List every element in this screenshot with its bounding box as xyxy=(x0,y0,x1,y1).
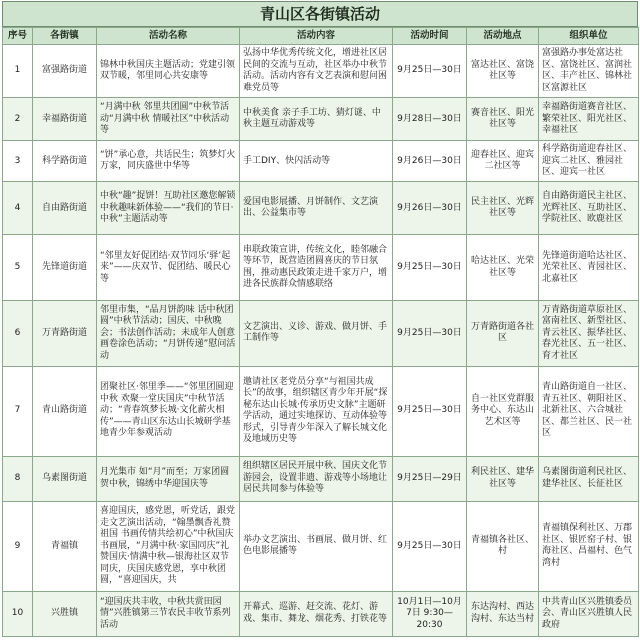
cell-content: 弘扬中华优秀传统文化，增进社区居民间的交流与互动，社区举办中秋节活动。活动内容有文艺表演和慰问困难党员等 xyxy=(240,45,393,98)
cell-time: 10月1日—10月7日 9:30—20:30 xyxy=(393,591,467,636)
cell-place: 万青路街道各社区 xyxy=(467,301,539,367)
header-town: 各街镇 xyxy=(33,28,97,45)
cell-org: 中共青山区兴胜镇委员会、青山区兴胜镇人民政府 xyxy=(539,591,639,636)
cell-place: 青福镇各社区、村 xyxy=(467,501,539,591)
cell-town: 自由路街道 xyxy=(33,182,97,235)
cell-content: 中秋美食 亲子手工坊、猜灯谜、中秋主题互动游戏等 xyxy=(240,98,393,141)
cell-serial: 1 xyxy=(3,45,33,98)
cell-name: 喜迎国庆，感党恩，听党话，跟党走文艺演出活动，“翰墨飘香礼赞祖国 书画传情共绘初心”中秋国庆书画展，“月满中秋·家国同庆”礼赞国庆·情满中秋—银海社区双节同庆，庆国庆感党恩，享中秋团圆，“喜迎国庆，共 xyxy=(97,501,240,591)
header-name: 活动名称 xyxy=(97,28,240,45)
cell-town: 幸福路街道 xyxy=(33,98,97,141)
table-row xyxy=(3,141,639,182)
cell-content: 组织辖区居民开展中秋、国庆文化节游园会，设置非遗、游戏等小场地让居民共同参与体验等 xyxy=(240,456,393,501)
cell-name: “月满中秋 邻里共团圆”中秋节活动“月满中秋 情暖社区”中秋活动等 xyxy=(97,98,240,141)
cell-time: 9月25日—30日 xyxy=(393,366,467,456)
cell-org: 富强路办事处富达社区、富饶社区、富润社区、丰产社区、锦林社区富源社区 xyxy=(539,45,639,98)
cell-content: 邀请社区老党员分享“与祖国共成长”的故事，组织辖区青少年开展“探秘东达山长城·传承历史文脉”主题研学活动，通过实地探访、互动体验等形式，引导青少年深入了解长城文化及地域历史等 xyxy=(240,366,393,456)
table-row xyxy=(3,45,639,98)
table-row xyxy=(3,591,639,636)
cell-serial: 8 xyxy=(3,456,33,501)
table-row xyxy=(3,456,639,501)
cell-serial: 3 xyxy=(3,141,33,182)
table-row xyxy=(3,366,639,456)
cell-town: 乌素图街道 xyxy=(33,456,97,501)
cell-content: 串联政策宣讲，传统文化，睦邻融合等环节，既营造团圆喜庆的节日氛围，推动惠民政策走进千家万户，增进各民族群众情感联络 xyxy=(240,235,393,301)
cell-place: 自一社区党群服务中心、东达山艺术区等 xyxy=(467,366,539,456)
cell-time: 9月26日—30日 xyxy=(393,182,467,235)
document-title: 青山区各街镇活动 xyxy=(2,1,638,27)
table-row xyxy=(3,182,639,235)
cell-content: 开幕式、巡游、赶交流、花灯、游戏、集市、舞龙、烟花秀、打铁花等 xyxy=(240,591,393,636)
cell-place: 利民社区、建华社区等 xyxy=(467,456,539,501)
cell-serial: 9 xyxy=(3,501,33,591)
cell-serial: 4 xyxy=(3,182,33,235)
cell-town: 青福镇 xyxy=(33,501,97,591)
cell-name: “邻里友好促团结·双节同乐‘驿’起来”——庆双节、促团结、暖民心等 xyxy=(97,235,240,301)
cell-name: 团聚社区·邻里季——“邻里团圆迎中秋 欢聚一堂庆国庆”中秋节活动；“青春筑梦长城·文化薪火相传”——青山区东达山长城研学基地青少年参观活动 xyxy=(97,366,240,456)
cell-org: 青福镇保利社区、万郡社区、银匠窑子村、银海社区、昌福村、色气湾村 xyxy=(539,501,639,591)
cell-time: 9月25日—30日 xyxy=(393,235,467,301)
cell-content: 爱国电影展播、月饼制作、文艺演出、公益集市等 xyxy=(240,182,393,235)
cell-town: 万青路街道 xyxy=(33,301,97,367)
table-row xyxy=(3,301,639,367)
cell-content: 文艺演出、义诊、游戏、做月饼、手工制作等 xyxy=(240,301,393,367)
cell-serial: 6 xyxy=(3,301,33,367)
cell-content: 手工DIY、快闪活动等 xyxy=(240,141,393,182)
cell-place: 民主社区、光辉社区等 xyxy=(467,182,539,235)
cell-name: “饼”承心意，共话民生；筑梦灯火万家，同庆盛世中华等 xyxy=(97,141,240,182)
cell-town: 青山路街道 xyxy=(33,366,97,456)
cell-org: 自由路街道民主社区、光辉社区、互助社区、学院社区、欧鹿社区 xyxy=(539,182,639,235)
cell-town: 富强路街道 xyxy=(33,45,97,98)
cell-town: 先锋道街道 xyxy=(33,235,97,301)
header-content: 活动内容 xyxy=(240,28,393,45)
cell-name: 月光集市 如“月”而至；万家团圆贺中秋，锦绣中华迎国庆等 xyxy=(97,456,240,501)
cell-name: 邻里市集，“品月饼韵味 话中秋团圆”中秋节活动；国庆、中秋晚会；书法创作活动；未成年人创意画卷涂色活动；“月饼传递”慰问活动 xyxy=(97,301,240,367)
cell-time: 9月25日—29日 xyxy=(393,456,467,501)
header-time: 活动时间 xyxy=(393,28,467,45)
cell-place: 东达沟村、西达沟村、东达当村 xyxy=(467,591,539,636)
cell-serial: 2 xyxy=(3,98,33,141)
table-row xyxy=(3,98,639,141)
table-row xyxy=(3,235,639,301)
cell-place: 赛音社区、阳光社区等 xyxy=(467,98,539,141)
cell-org: 乌素图街道利民社区、建华社区、长征社区 xyxy=(539,456,639,501)
cell-time: 9月25日—30日 xyxy=(393,501,467,591)
table-row xyxy=(3,501,639,591)
cell-time: 9月25日—30日 xyxy=(393,45,467,98)
cell-place: 哈达社区、光荣社区等 xyxy=(467,235,539,301)
activity-table xyxy=(2,27,639,637)
cell-place: 迎春社区、迎宾二社区等 xyxy=(467,141,539,182)
table-header-row xyxy=(3,28,639,45)
cell-org: 科学路街道迎春社区、迎宾二社区、雅园社区、迎宾一社区 xyxy=(539,141,639,182)
cell-org: 青山路街道自一社区、青五社区、朝阳社区、北新社区、六合城社区、都兰社区、民一社区 xyxy=(539,366,639,456)
cell-content: 举办文艺演出、书画展、做月饼、红色电影展播等 xyxy=(240,501,393,591)
header-serial: 序号 xyxy=(3,28,33,45)
cell-name: 锦林中秋国庆主题活动；党建引领双节暖，邻里同心共安康等 xyxy=(97,45,240,98)
cell-serial: 7 xyxy=(3,366,33,456)
header-place: 活动地点 xyxy=(467,28,539,45)
cell-time: 9月26日—30日 xyxy=(393,141,467,182)
cell-name: 中秋“趣”捉饼！互助社区邀您解锁中秋趣味新体验——“我们的节日·中秋”主题活动等 xyxy=(97,182,240,235)
cell-org: 幸福路街道赛音社区、繁荣社区、阳光社区、幸福社区 xyxy=(539,98,639,141)
document-page xyxy=(2,1,638,637)
cell-serial: 5 xyxy=(3,235,33,301)
cell-town: 科学路街道 xyxy=(33,141,97,182)
header-org: 组织单位 xyxy=(539,28,639,45)
cell-org: 先锋道街道哈达社区、光荣社区、青园社区、北嘉社区 xyxy=(539,235,639,301)
cell-time: 9月25日—30日 xyxy=(393,301,467,367)
cell-town: 兴胜镇 xyxy=(33,591,97,636)
cell-time: 9月28日—30日 xyxy=(393,98,467,141)
cell-name: “迎国庆共丰收，中秋共赏田园情”兴胜镇第三节农民丰收节系列活动 xyxy=(97,591,240,636)
cell-serial: 10 xyxy=(3,591,33,636)
cell-org: 万青路街道草原社区、富南社区、新型社区、青云社区、振华社区、春光社区、五一社区、育才社区 xyxy=(539,301,639,367)
cell-place: 富达社区、富饶社区等 xyxy=(467,45,539,98)
